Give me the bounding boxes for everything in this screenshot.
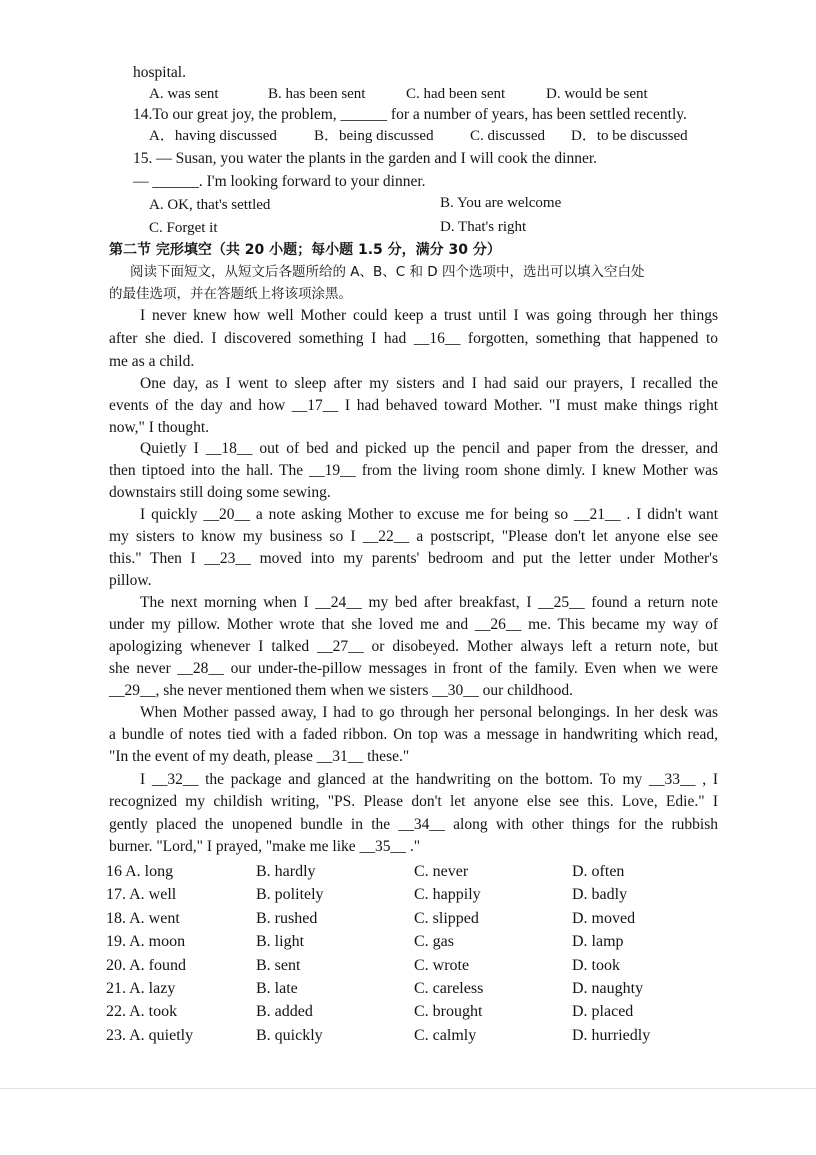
answer-option: 18. A. went (106, 909, 180, 927)
instructions-line-1: 阅读下面短文，从短文后各题所给的 A、B、C 和 D 四个选项中，选出可以填入空白处 (130, 264, 645, 280)
q13-option-b: B. has been sent (268, 86, 366, 102)
passage-line: I __32__ the package and glanced at the handwriting on the bottom. To my __33__ , I (140, 771, 718, 788)
answer-option: C. happily (414, 886, 481, 904)
q15-option-d: D. That's right (440, 219, 527, 235)
passage-line: events of the day and how __17__ I had behaved toward Mother. "I must make things right (109, 397, 718, 414)
answer-option: D. moved (572, 909, 636, 927)
answer-option: D. naughty (572, 980, 644, 997)
passage-line: after she died. I discovered something I had __16__ forgotten, something that happened to (109, 330, 718, 347)
answer-option: B. sent (256, 956, 301, 974)
q13-option-c: C. had been sent (406, 86, 506, 102)
passage-line: now," I thought. (109, 419, 210, 436)
answer-option: D. took (572, 956, 620, 974)
q14-option-d: D．to be discussed (571, 128, 688, 144)
answer-option: B. quickly (256, 1026, 323, 1044)
answer-option: B. light (256, 933, 305, 951)
answer-option: D. lamp (572, 933, 624, 951)
instructions-line-2: 的最佳选项，并在答题纸上将该项涂黑。 (109, 286, 352, 302)
passage-line: under my pillow. Mother wrote that she loved me and __26__ me. This became my way of (109, 616, 718, 633)
answer-option: B. hardly (256, 863, 316, 880)
q14-option-a: A．having discussed (149, 128, 277, 144)
passage-line: __29__, she never mentioned them when we sisters __30__ our childhood. (109, 682, 574, 699)
answer-option: C. brought (414, 1003, 483, 1021)
passage-line: gently placed the unopened bundle in the __34__ along with other things for the rubbish (109, 816, 718, 833)
answer-option: D. badly (572, 886, 628, 904)
answer-option: C. wrote (414, 956, 470, 974)
answer-option: C. gas (414, 933, 454, 951)
section-title: 第二节 完形填空（共 20 小题；每小题 1.5 分，满分 30 分） (109, 242, 501, 258)
passage-line: The next morning when I __24__ my bed after breakfast, I __25__ found a return note (140, 594, 718, 611)
answer-option: C. calmly (414, 1026, 477, 1044)
answer-option: D. often (572, 863, 625, 880)
answer-option: D. placed (572, 1003, 634, 1021)
passage-line: this." Then I __23__ moved into my parents' bedroom and put the letter under Mother's (109, 550, 718, 567)
q14-stem: 14.To our great joy, the problem, ______ for a number of years, has been settled recently. (133, 106, 687, 123)
q15-option-b: B. You are welcome (440, 195, 562, 211)
passage-line: pillow. (109, 572, 152, 589)
q13-option-d: D. would be sent (546, 86, 648, 102)
passage-line: me as a child. (109, 353, 195, 370)
q13-stem-tail: hospital. (133, 64, 186, 81)
answer-option: B. added (256, 1003, 313, 1021)
answer-option: 16 A. long (106, 863, 174, 880)
answer-option: 19. A. moon (106, 933, 186, 951)
passage-line: downstairs still doing some sewing. (109, 484, 331, 501)
q15-option-c: C. Forget it (149, 220, 218, 236)
answer-option: 21. A. lazy (106, 980, 176, 997)
passage-line: my sisters to know my business so I __22__ a postscript, "Please don't let anyone else see (109, 528, 718, 545)
answer-option: 22. A. took (106, 1003, 178, 1021)
answer-option: C. never (414, 863, 469, 880)
passage-line: burner. "Lord," I prayed, "make me like __35__ ." (109, 838, 421, 855)
passage-line: One day, as I went to sleep after my sisters and I had said our prayers, I recalled the (140, 375, 718, 392)
passage-line: apologizing whenever I talked __27__ or disobeyed. Mother always left a return note, but (109, 638, 718, 655)
passage-line: When Mother passed away, I had to go through her personal belongings. In her desk was (140, 704, 718, 721)
page-bottom-divider (0, 1088, 816, 1089)
q15-option-a: A. OK, that's settled (149, 197, 271, 213)
passage-line: Quietly I __18__ out of bed and picked up the pencil and paper from the dresser, and (140, 440, 718, 457)
passage-line: she never __28__ our under-the-pillow messages in front of the family. Even when we were (109, 660, 718, 677)
answer-option: C. careless (414, 980, 484, 997)
passage-line: a bundle of notes tied with a faded ribbon. On top was a message in handwriting which read, (109, 726, 718, 743)
answer-option: 23. A. quietly (106, 1026, 194, 1044)
passage-line: recognized my childish writing, "PS. Please don't let anyone else see this. Love, Edie." I (109, 793, 718, 810)
q15-reply: — ______. I'm looking forward to your dinner. (133, 173, 426, 190)
answer-option: D. hurriedly (572, 1026, 651, 1044)
q13-option-a: A. was sent (149, 86, 219, 102)
q15-stem: 15. — Susan, you water the plants in the garden and I will cook the dinner. (133, 150, 598, 167)
answer-option: 17. A. well (106, 886, 177, 904)
answer-option: B. rushed (256, 909, 318, 927)
passage-line: I quickly __20__ a note asking Mother to excuse me for being so __21__ . I didn't want (140, 506, 718, 523)
answer-option: 20. A. found (106, 956, 186, 974)
answer-option: C. slipped (414, 909, 479, 927)
answer-option: B. politely (256, 886, 324, 904)
passage-line: then tiptoed into the hall. The __19__ from the living room shone dimly. I knew Mother was (109, 462, 718, 479)
q14-option-b: B．being discussed (314, 128, 434, 144)
passage-line: "In the event of my death, please __31__ these." (109, 748, 410, 765)
q14-option-c: C. discussed (470, 128, 545, 144)
passage-line: I never knew how well Mother could keep a trust until I was going through her things (140, 307, 718, 324)
answer-option: B. late (256, 980, 298, 997)
